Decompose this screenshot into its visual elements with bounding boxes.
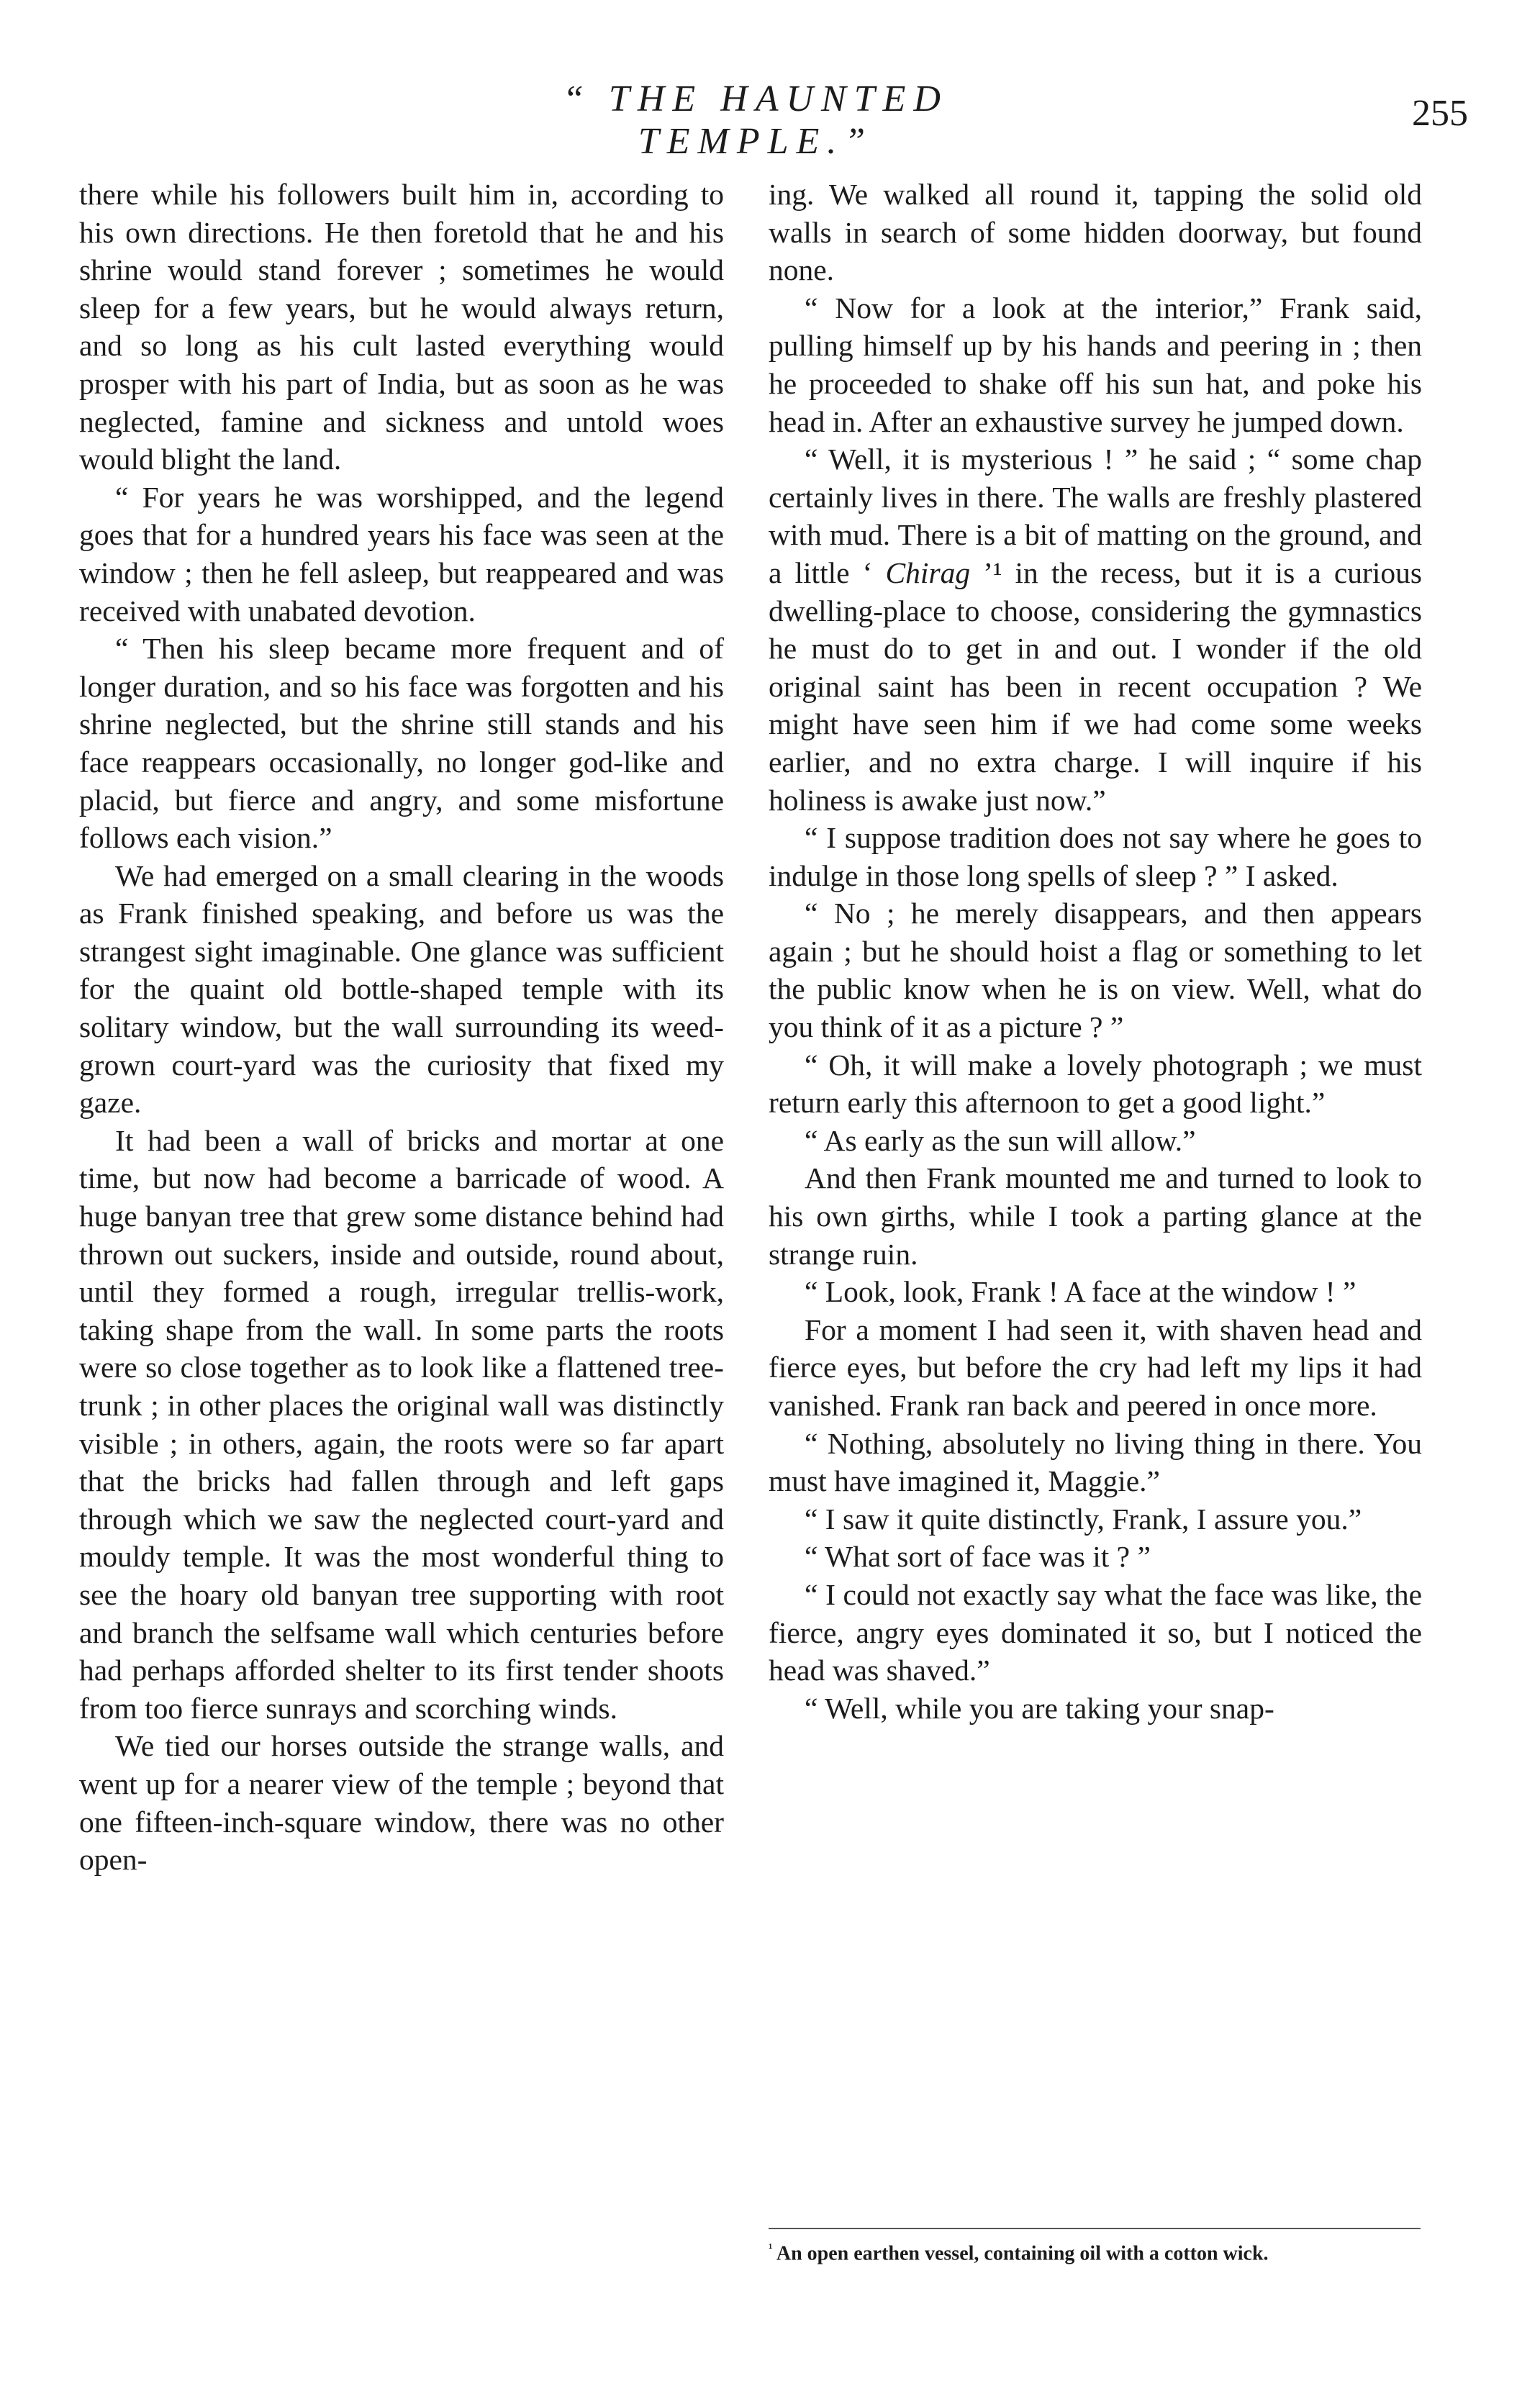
footnote-text: An open earthen vessel, containing oil with a cotton wick.: [772, 2242, 1269, 2265]
paragraph: “ Well, while you are taking your snap-: [805, 1691, 1274, 1725]
paragraph: For a moment I had seen it, with shaven head and fierce eyes, but before the cry had left my lips it had vanished. Frank ran back and peered in once more.: [769, 1312, 1422, 1422]
paragraph: “ Oh, it will make a lovely photograph ; we must return early this afternoon to get a good light.”: [769, 1048, 1422, 1120]
footnote-divider: [769, 2228, 1421, 2229]
paragraph: “ Nothing, absolutely no living thing in there. You must have imagined it, Maggie.”: [769, 1426, 1422, 1498]
paragraph: there while his followers built him in, according to his own directions. He then foretold that he and his shrine would stand forever ; sometimes he would sleep for a few years, but he would always return, and so long as his cult lasted everything would prosper with his part of India, but as soon as he was neglected, famine and sickness and untold woes would blight the land.: [79, 178, 724, 476]
paragraph: “ I saw it quite distinctly, Frank, I assure you.”: [805, 1502, 1362, 1536]
paragraph: We had emerged on a small clearing in the woods as Frank finished speaking, and before us was the strangest sight imaginable. One glance was sufficient for the quaint old bottle-shaped temple with its solitary window, but the wall surrounding its weed-grown court-yard was the curiosity that fixed my gaze.: [79, 858, 724, 1120]
paragraph: “ I suppose tradition does not say where he goes to indulge in those long spells of sleep ? ” I asked.: [769, 821, 1422, 892]
paragraph-text: in the recess, but it is a curious dwelling-place to choose, considering the gymnastics he must do to get in and out. I wonder if the old original saint has been in recent occupation ? We might have seen him if we had come some weeks earlier, and no extra charge. I will inquire if his holiness is awake just now.”: [769, 556, 1423, 817]
paragraph: “ As early as the sun will allow.”: [805, 1123, 1196, 1157]
paragraph: “ Then his sleep became more frequent and of longer duration, and so his face was forgotten and his shrine neglected, but the shrine still stands and his face reappears occasionally, no longer god-like and placid, but fierce and angry, and some misfortune follows each vision.”: [79, 632, 724, 855]
paragraph: “ No ; he merely disappears, and then appears again ; but he should hoist a flag or something to let the public know when he is on view. Well, what do you think of it as a picture ? ”: [769, 897, 1422, 1044]
paragraph-text: “ Well, it is mysterious ! ” he said ; “ some chap certainly lives in there. The walls are freshly plastered with mud. There is a bit of matting on the ground, and a little ‘: [769, 443, 1422, 589]
running-title: “ THE HAUNTED TEMPLE.”: [563, 78, 948, 162]
footnote-marker: ¹: [769, 2241, 773, 2255]
paragraph: [769, 440, 1422, 819]
paragraph: It had been a wall of bricks and mortar at one time, but now had become a barricade of wood. A huge banyan tree that grew some distance behind had thrown out suckers, inside and outside, round about, until they formed a rough, irregular trellis-work, taking shape from the wall. In some parts the roots were so close together as to look like a flattened tree-trunk ; in other places the original wall was distinctly visible ; in others, again, the roots were so far apart that the bricks had fallen through and left gaps through which we saw the neglected court-yard and mouldy temple. It was the most wonderful thing to see the hoary old banyan tree supporting with root and branch the selfsame wall which centuries before had perhaps afforded shelter to its first tender shoots from too fierce sunrays and scorching winds.: [79, 1123, 724, 1725]
page-number: 255: [1412, 93, 1468, 134]
footnote-reference: ’¹: [970, 556, 1002, 589]
chirag-word: Chirag: [885, 556, 971, 589]
footnote: [769, 2236, 1421, 2265]
paragraph: “ I could not exactly say what the face was like, the fierce, angry eyes dominated it so, but I noticed the head was shaved.”: [769, 1577, 1422, 1687]
paragraph: ing. We walked all round it, tapping the solid old walls in search of some hidden doorway, but found none.: [769, 178, 1422, 287]
right-column: [769, 176, 1422, 1727]
left-column: [79, 176, 724, 1879]
page-header: [0, 78, 1540, 162]
paragraph: “ What sort of face was it ? ”: [805, 1540, 1151, 1574]
paragraph: We tied our horses outside the strange walls, and went up for a nearer view of the temple ; beyond that one fifteen-inch-square window, there was no other open-: [79, 1729, 724, 1877]
paragraph: And then Frank mounted me and turned to look to his own girths, while I took a parting glance at the strange ruin.: [769, 1161, 1422, 1271]
paragraph: “ Now for a look at the interior,” Frank said, pulling himself up by his hands and peering in ; then he proceeded to shake off his sun hat, and poke his head in. After an exhaustive survey he jumped down.: [769, 291, 1422, 438]
paragraph: “ For years he was worshipped, and the legend goes that for a hundred years his face was seen at the window ; then he fell asleep, but reappeared and was received with unabated devotion.: [79, 480, 724, 627]
paragraph: “ Look, look, Frank ! A face at the window ! ”: [805, 1275, 1356, 1309]
